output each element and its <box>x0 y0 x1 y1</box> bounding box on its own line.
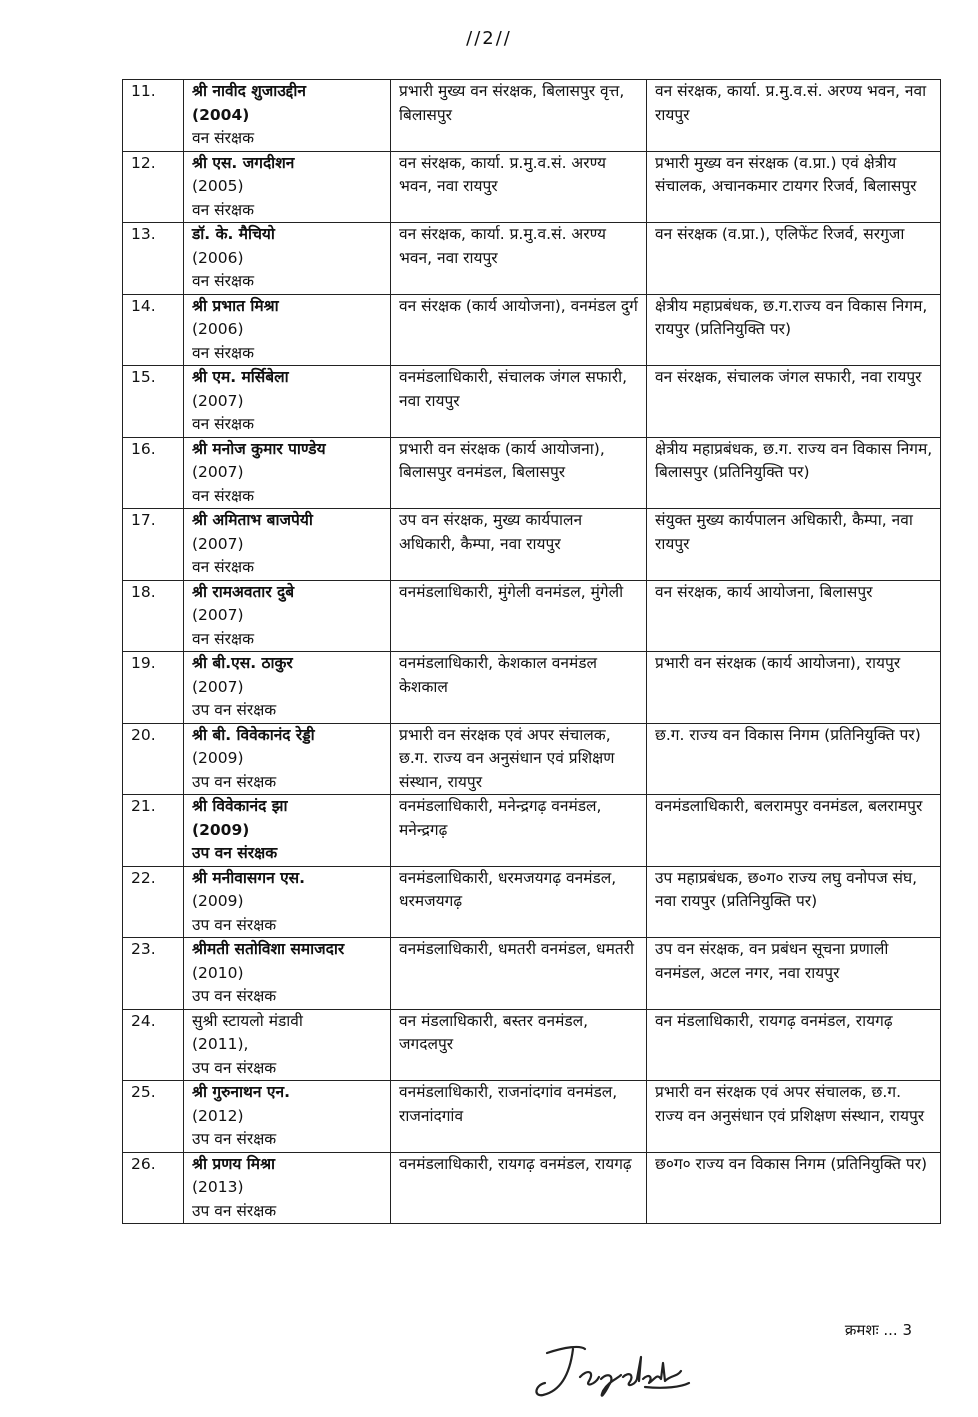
table-row <box>123 795 941 867</box>
officer-rank: वन संरक्षक <box>192 200 254 219</box>
officer-cell <box>184 366 391 438</box>
batch-year: (2007) <box>192 677 244 696</box>
new-posting: वन संरक्षक, कार्य आयोजना, बिलासपुर <box>647 580 941 652</box>
officer-rank: वन संरक्षक <box>192 272 254 290</box>
table-row <box>123 223 941 295</box>
officer-cell <box>184 1081 391 1153</box>
batch-year: (2006) <box>192 320 244 338</box>
officer-rank: वन संरक्षक <box>192 129 254 147</box>
table-row <box>123 580 941 652</box>
current-posting: वनमंडलाधिकारी, रायगढ़ वनमंडल, रायगढ़ <box>391 1152 647 1224</box>
batch-year: (2006) <box>192 248 244 267</box>
current-posting: प्रभारी वन संरक्षक एवं अपर संचालक, छ.ग. राज्य वन अनुसंधान एवं प्रशिक्षण संस्थान, रायपुर <box>391 723 647 795</box>
continued-note: क्रमशः ... 3 <box>844 1321 912 1339</box>
batch-year: (2007) <box>192 391 244 410</box>
new-posting: क्षेत्रीय महाप्रबंधक, छ.ग.राज्य वन विकास निगम, रायपुर (प्रतिनियुक्ति पर) <box>647 294 941 366</box>
current-posting: वनमंडलाधिकारी, धमतरी वनमंडल, धमतरी <box>391 938 647 1010</box>
officer-rank: उप वन संरक्षक <box>192 1201 277 1220</box>
officer-cell <box>184 437 391 509</box>
officer-cell <box>184 1152 391 1224</box>
officer-cell <box>184 509 391 581</box>
current-posting: प्रभारी मुख्य वन संरक्षक, बिलासपुर वृत्त, बिलासपुर <box>391 80 647 152</box>
serial-number: 14. <box>123 294 184 366</box>
current-posting: वन संरक्षक (कार्य आयोजना), वनमंडल दुर्ग <box>391 294 647 366</box>
batch-year: (2010) <box>192 963 244 982</box>
officer-name: श्री बी.एस. ठाकुर <box>192 654 293 672</box>
batch-year: (2013) <box>192 1178 244 1196</box>
officer-name: श्री एम. मर्सिबेला <box>192 368 289 386</box>
officer-cell <box>184 652 391 724</box>
serial-number: 19. <box>123 652 184 724</box>
serial-number: 23. <box>123 938 184 1010</box>
officer-name: श्री प्रभात मिश्रा <box>192 296 279 315</box>
serial-number: 18. <box>123 580 184 652</box>
officer-rank: उप वन संरक्षक <box>192 772 277 791</box>
batch-year: (2004) <box>192 105 250 124</box>
serial-number: 15. <box>123 366 184 438</box>
officer-name: श्री रामअवतार दुबे <box>192 582 295 601</box>
officer-cell <box>184 80 391 152</box>
officer-name: श्री अमिताभ बाजपेयी <box>192 511 313 529</box>
serial-number: 25. <box>123 1081 184 1153</box>
batch-year: (2009) <box>192 820 250 839</box>
batch-year: (2007) <box>192 606 244 624</box>
new-posting: उप वन संरक्षक, वन प्रबंधन सूचना प्रणाली वनमंडल, अटल नगर, नवा रायपुर <box>647 938 941 1010</box>
serial-number: 22. <box>123 866 184 938</box>
officer-name: डॉ. के. मैचियो <box>192 225 275 243</box>
table-row <box>123 723 941 795</box>
new-posting: वन संरक्षक, कार्या. प्र.मु.व.सं. अरण्य भवन, नवा रायपुर <box>647 80 941 152</box>
current-posting: वनमंडलाधिकारी, संचालक जंगल सफारी, नवा रायपुर <box>391 366 647 438</box>
batch-year: (2009) <box>192 749 244 767</box>
new-posting: प्रभारी वन संरक्षक एवं अपर संचालक, छ.ग. राज्य वन अनुसंधान एवं प्रशिक्षण संस्थान, रायपुर <box>647 1081 941 1153</box>
batch-year: (2007) <box>192 534 244 553</box>
table-row <box>123 366 941 438</box>
officer-name: श्री एस. जगदीशन <box>192 153 295 172</box>
officer-rank: उप वन संरक्षक <box>192 1058 277 1077</box>
batch-year: (2009) <box>192 892 244 910</box>
officer-rank: वन संरक्षक <box>192 343 254 362</box>
table-row <box>123 80 941 152</box>
officer-rank: वन संरक्षक <box>192 415 254 433</box>
officer-name: श्री बी. विवेकानंद रेड्डी <box>192 725 315 744</box>
transfer-table <box>122 79 941 1224</box>
table-row <box>123 151 941 223</box>
officer-name: श्री गुरुनाथन एन. <box>192 1083 290 1101</box>
officer-rank: वन संरक्षक <box>192 486 254 505</box>
officer-name: सुश्री स्टायलो मंडावी <box>192 1011 303 1030</box>
table-row <box>123 294 941 366</box>
table-row <box>123 866 941 938</box>
signature-image <box>525 1335 695 1405</box>
officer-cell <box>184 580 391 652</box>
current-posting: वन संरक्षक, कार्या. प्र.मु.व.सं. अरण्य भवन, नवा रायपुर <box>391 151 647 223</box>
current-posting: उप वन संरक्षक, मुख्य कार्यपालन अधिकारी, कैम्पा, नवा रायपुर <box>391 509 647 581</box>
officer-cell <box>184 223 391 295</box>
current-posting: वन मंडलाधिकारी, बस्तर वनमंडल, जगदलपुर <box>391 1009 647 1081</box>
current-posting: वनमंडलाधिकारी, धरमजयगढ़ वनमंडल, धरमजयगढ़ <box>391 866 647 938</box>
serial-number: 26. <box>123 1152 184 1224</box>
new-posting: उप महाप्रबंधक, छ०ग० राज्य लघु वनोपज संघ, नवा रायपुर (प्रतिनियुक्ति पर) <box>647 866 941 938</box>
officer-cell <box>184 795 391 867</box>
table-row <box>123 437 941 509</box>
new-posting: छ.ग. राज्य वन विकास निगम (प्रतिनियुक्ति पर) <box>647 723 941 795</box>
new-posting: क्षेत्रीय महाप्रबंधक, छ.ग. राज्य वन विकास निगम, बिलासपुर (प्रतिनियुक्ति पर) <box>647 437 941 509</box>
officer-name: श्री मनीवासगन एस. <box>192 868 306 887</box>
batch-year: (2007) <box>192 463 244 481</box>
officer-rank: उप वन संरक्षक <box>192 915 277 934</box>
officer-name: श्री विवेकानंद झा <box>192 797 288 815</box>
serial-number: 13. <box>123 223 184 295</box>
table-row <box>123 509 941 581</box>
new-posting: प्रभारी वन संरक्षक (कार्य आयोजना), रायपुर <box>647 652 941 724</box>
new-posting: वन संरक्षक, संचालक जंगल सफारी, नवा रायपुर <box>647 366 941 438</box>
serial-number: 12. <box>123 151 184 223</box>
serial-number: 16. <box>123 437 184 509</box>
table-row <box>123 1009 941 1081</box>
officer-name: श्रीमती सतोविशा समाजदार <box>192 940 345 958</box>
page-number: //2// <box>466 28 512 49</box>
new-posting: वन संरक्षक (व.प्रा.), एलिफेंट रिजर्व, सरगुजा <box>647 223 941 295</box>
serial-number: 11. <box>123 80 184 152</box>
officer-cell <box>184 723 391 795</box>
officer-cell <box>184 938 391 1010</box>
serial-number: 20. <box>123 723 184 795</box>
serial-number: 21. <box>123 795 184 867</box>
table-row <box>123 1152 941 1224</box>
officer-cell <box>184 866 391 938</box>
officer-rank: वन संरक्षक <box>192 558 254 576</box>
batch-year: (2005) <box>192 177 244 195</box>
officer-rank: उप वन संरक्षक <box>192 1130 277 1148</box>
batch-year: (2011), <box>192 1035 249 1053</box>
officer-cell <box>184 151 391 223</box>
new-posting: वनमंडलाधिकारी, बलरामपुर वनमंडल, बलरामपुर <box>647 795 941 867</box>
new-posting: संयुक्त मुख्य कार्यपालन अधिकारी, कैम्पा, नवा रायपुर <box>647 509 941 581</box>
transfer-table-body <box>123 80 941 1224</box>
current-posting: वन संरक्षक, कार्या. प्र.मु.व.सं. अरण्य भवन, नवा रायपुर <box>391 223 647 295</box>
new-posting: छ०ग० राज्य वन विकास निगम (प्रतिनियुक्ति पर) <box>647 1152 941 1224</box>
officer-cell <box>184 1009 391 1081</box>
serial-number: 17. <box>123 509 184 581</box>
new-posting: प्रभारी मुख्य वन संरक्षक (व.प्रा.) एवं क्षेत्रीय संचालक, अचानकमार टायगर रिजर्व, बिलासपुर <box>647 151 941 223</box>
officer-name: श्री नावीद शुजाउद्दीन <box>192 82 306 100</box>
batch-year: (2012) <box>192 1106 244 1125</box>
table-row <box>123 938 941 1010</box>
current-posting: वनमंडलाधिकारी, केशकाल वनमंडल केशकाल <box>391 652 647 724</box>
current-posting: वनमंडलाधिकारी, मुंगेली वनमंडल, मुंगेली <box>391 580 647 652</box>
current-posting: प्रभारी वन संरक्षक (कार्य आयोजना), बिलासपुर वनमंडल, बिलासपुर <box>391 437 647 509</box>
officer-rank: उप वन संरक्षक <box>192 701 277 719</box>
officer-rank: उप वन संरक्षक <box>192 987 277 1005</box>
officer-cell <box>184 294 391 366</box>
new-posting: वन मंडलाधिकारी, रायगढ़ वनमंडल, रायगढ़ <box>647 1009 941 1081</box>
current-posting: वनमंडलाधिकारी, मनेन्द्रगढ़ वनमंडल, मनेन्द्रगढ़ <box>391 795 647 867</box>
table-row <box>123 1081 941 1153</box>
officer-name: श्री प्रणय मिश्रा <box>192 1154 276 1173</box>
current-posting: वनमंडलाधिकारी, राजनांदगांव वनमंडल, राजनांदगांव <box>391 1081 647 1153</box>
serial-number: 24. <box>123 1009 184 1081</box>
table-row <box>123 652 941 724</box>
officer-rank: वन संरक्षक <box>192 629 254 648</box>
officer-name: श्री मनोज कुमार पाण्डेय <box>192 439 326 458</box>
officer-rank: उप वन संरक्षक <box>192 844 278 862</box>
